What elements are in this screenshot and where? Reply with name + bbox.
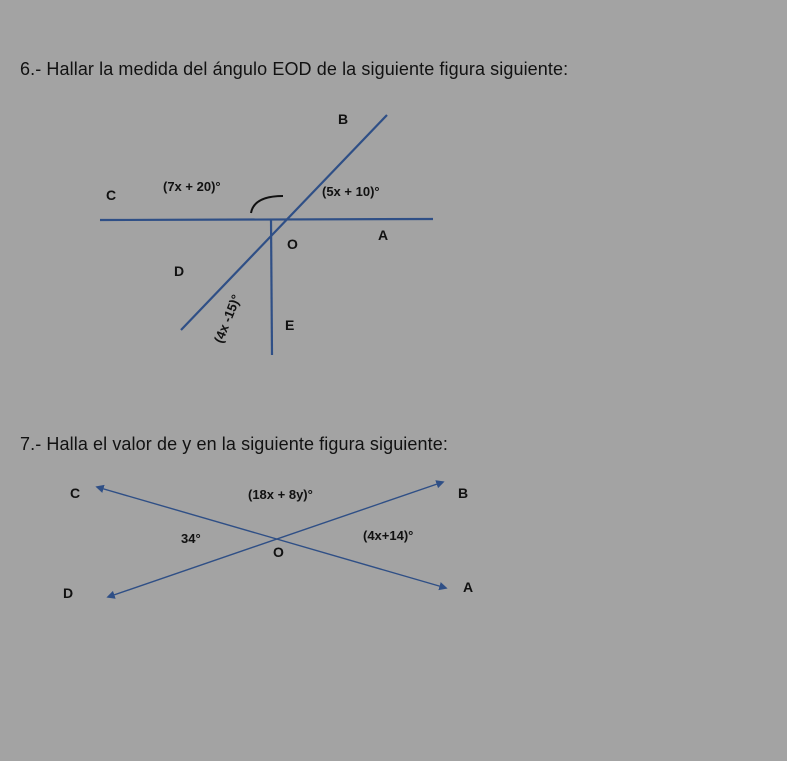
figure-2 (63, 482, 473, 601)
label-b: B (338, 111, 349, 127)
angle-doe-expression: (4x -15)° (210, 292, 244, 346)
figure-1 (100, 111, 433, 355)
angle-top-expression: (18x + 8y)° (248, 487, 313, 502)
label-d-2: D (63, 585, 74, 601)
label-e: E (285, 317, 295, 333)
label-d: D (174, 263, 185, 279)
label-b-2: B (458, 485, 469, 501)
label-o: O (287, 236, 298, 252)
right-angle-marker (251, 196, 283, 213)
angle-boa-expression: (5x + 10)° (322, 184, 380, 199)
question-7-text: 7.- Halla el valor de y en la siguiente figura siguiente: (20, 434, 448, 454)
angle-left-expression: 34° (181, 531, 201, 546)
label-o-2: O (273, 544, 284, 560)
label-a-2: A (463, 579, 474, 595)
angle-cob-expression: (7x + 20)° (163, 179, 221, 194)
label-a: A (378, 227, 389, 243)
ray-oe (271, 219, 272, 355)
question-6-text: 6.- Hallar la medida del ángulo EOD de la siguiente figura siguiente: (20, 59, 569, 79)
label-c: C (106, 187, 117, 203)
angle-right-expression: (4x+14)° (363, 528, 414, 543)
line-db (181, 115, 387, 330)
label-c-2: C (70, 485, 81, 501)
line-ca (100, 219, 433, 220)
